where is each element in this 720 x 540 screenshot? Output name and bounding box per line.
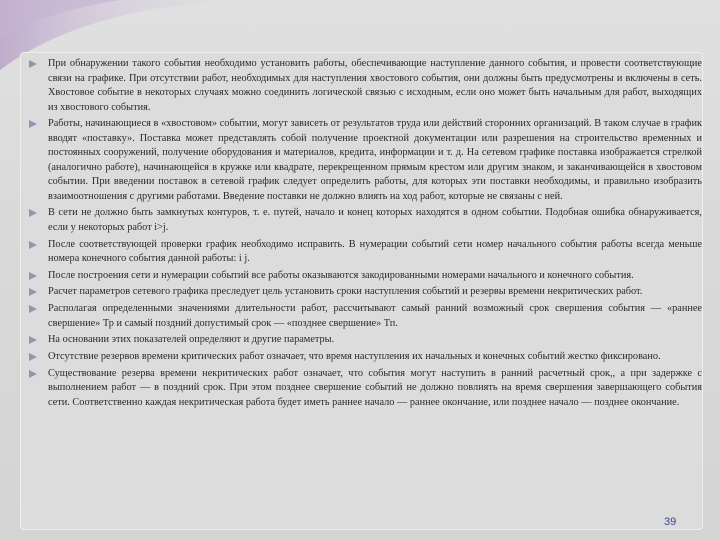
- bullet-text: Отсутствие резервов времени критических работ означает, что время наступления их начальных и конечных событий жестко фиксировано.: [48, 351, 661, 362]
- bullet-marker-icon: [29, 288, 37, 296]
- bullet-item: [26, 333, 702, 348]
- page-number: 39: [664, 516, 677, 528]
- bullet-item: [26, 285, 702, 300]
- bullet-text: После соответствующей проверки график необходимо исправить. В нумерации событий сети номер начального события работы всегда меньше номера конечного события данной работы: i j.: [48, 238, 702, 265]
- bullet-item: [26, 269, 702, 284]
- bullet-text: При обнаружении такого события необходимо установить работы, обеспечивающие наступление данного события, и провести соответствующие связи на графике. При отсутствии работ, необходимых для наступления хвостового события, они должны быть предусмотрены и включены в сеть. Хвостовое событие в некоторых случаях можно соединить логической связью с исходным, если оно может быть начальным для работ, выходящих из хвостового события.: [48, 58, 702, 113]
- bullet-list: [26, 57, 702, 412]
- bullet-item: [26, 350, 702, 365]
- bullet-marker-icon: [29, 305, 37, 313]
- bullet-item: [26, 57, 702, 115]
- bullet-item: [26, 117, 702, 204]
- bullet-text: В сети не должно быть замкнутых контуров, т. е. путей, начало и конец которых находятся в одном событии. Подобная ошибка обнаруживается, если у некоторых работ i>j.: [48, 207, 702, 233]
- bullet-marker-icon: [29, 272, 37, 280]
- bullet-text: Работы, начинающиеся в «хвостовом» событии, могут зависеть от результатов труда или действий сторонних организаций. В таком случае в график вводят «поставку». Поставка может представлять собой получение проектной документации или разрешения на строительство временных и постоянных сооружений, получение оборудования и материалов, кредита, информации и т. д. На сетевом графике поставка изображается стрелкой (аналогично работе), начинающейся в кружке или квадрате, перекрещенном прямым крестом или другим знаком, и заканчивающейся в хвостовом событии. При введении поставок в сетевой график следует определить работы, для которых эти поставки необходимы, и правильно изобразить взаимоотношения с другими работами. Введение поставки не должно влиять на ход работ, которые не связаны с ней.: [48, 118, 702, 202]
- bullet-item: [26, 367, 702, 411]
- bullet-marker-icon: [29, 336, 37, 344]
- bullet-marker-icon: [29, 209, 37, 217]
- bullet-marker-icon: [29, 60, 37, 68]
- bullet-text: Располагая определенными значениями длительности работ, рассчитывают самый ранний возможный срок свершения события — «раннее свершение» Тр и самый поздний допустимый срок — «позднее свершение» Тп.: [48, 303, 702, 329]
- bullet-marker-icon: [29, 120, 37, 128]
- bullet-item: [26, 206, 702, 235]
- bullet-text: Расчет параметров сетевого графика преследует цель установить сроки наступления событий и резервы времени некритических работ.: [48, 286, 643, 298]
- bullet-text: Существование резерва времени некритических работ означает, что события могут наступить в ранний расчетный срок,, а при задержке с выполнением работ — в поздний срок. При этом позднее свершение событий не должно повлиять на время свершения завершающего события сети. Соответственно каждая некритическая работа будет иметь раннее начало — раннее окончание, или позднее начало — позднее окончание.: [48, 367, 702, 408]
- bullet-marker-icon: [29, 370, 37, 378]
- bullet-item: [26, 238, 702, 267]
- bullet-marker-icon: [29, 353, 37, 361]
- bullet-item: [26, 302, 702, 331]
- bullet-text: После построения сети и нумерации событий все работы оказываются закодированными номерами начального и конечного события.: [48, 269, 634, 281]
- bullet-text: На основании этих показателей определяют и другие параметры.: [48, 334, 335, 346]
- bullet-marker-icon: [29, 241, 37, 249]
